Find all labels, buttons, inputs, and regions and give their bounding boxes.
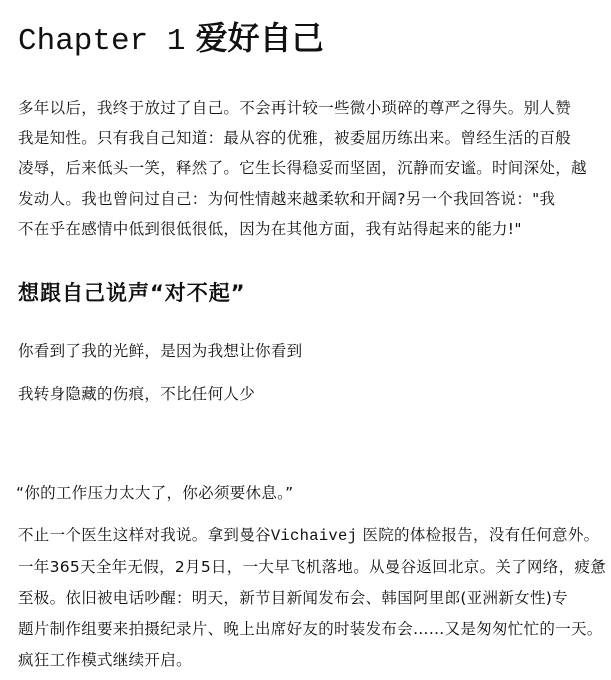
quote-line: “你的工作压力太大了，你必须要休息。” bbox=[16, 484, 294, 502]
paragraph-line: 发动人。我也曾问过自己：为何性情越来越柔软和开阔?另一个我回答说："我 bbox=[18, 190, 556, 208]
chapter-name: 爱好自己 bbox=[195, 19, 324, 57]
paragraph-line bbox=[18, 525, 599, 546]
paragraph-line: 疯狂工作模式继续开启。 bbox=[18, 651, 192, 669]
section-heading: 想跟自己说声“对不起” bbox=[18, 281, 246, 305]
paragraph-line: 题片制作组要来拍摄纪录片、晚上出席好友的时装发布会……又是匆匆忙忙的一天。 bbox=[18, 620, 603, 638]
paragraph-line: 不在乎在感情中低到很低很低，因为在其他方面，我有站得起来的能力!" bbox=[18, 220, 522, 238]
paragraph-line: 凌辱，后来低头一笑，释然了。它生长得稳妥而坚固，沉静而安谧。时间深处，越 bbox=[18, 159, 587, 177]
chapter-number: Chapter 1 bbox=[18, 24, 186, 59]
hospital-name: Vichaivej bbox=[270, 527, 358, 545]
paragraph-line: 至极。依旧被电话吵醒：明天，新节目新闻发布会、韩国阿里郎(亚洲新女性)专 bbox=[18, 589, 568, 607]
paragraph-line: 我是知性。只有我自己知道：最从容的优雅，被委屈历练出来。曾经生活的百般 bbox=[18, 129, 572, 147]
paragraph-line: 一年365天全年无假，2月5日，一大早飞机落地。从曼谷返回北京。关了网络，疲惫 bbox=[18, 558, 607, 576]
text-segment: 不止一个医生这样对我说。拿到曼谷 bbox=[18, 526, 271, 544]
text-line: 你看到了我的光鲜，是因为我想让你看到 bbox=[18, 342, 303, 360]
paragraph-line: 多年以后，我终于放过了自己。不会再计较一些微小琐碎的尊严之得失。别人赞 bbox=[18, 99, 572, 117]
text-line: 我转身隐藏的伤痕，不比任何人少 bbox=[18, 385, 256, 403]
text-segment: 医院的体检报告，没有任何意外。 bbox=[357, 526, 600, 544]
chapter-title bbox=[18, 18, 324, 62]
